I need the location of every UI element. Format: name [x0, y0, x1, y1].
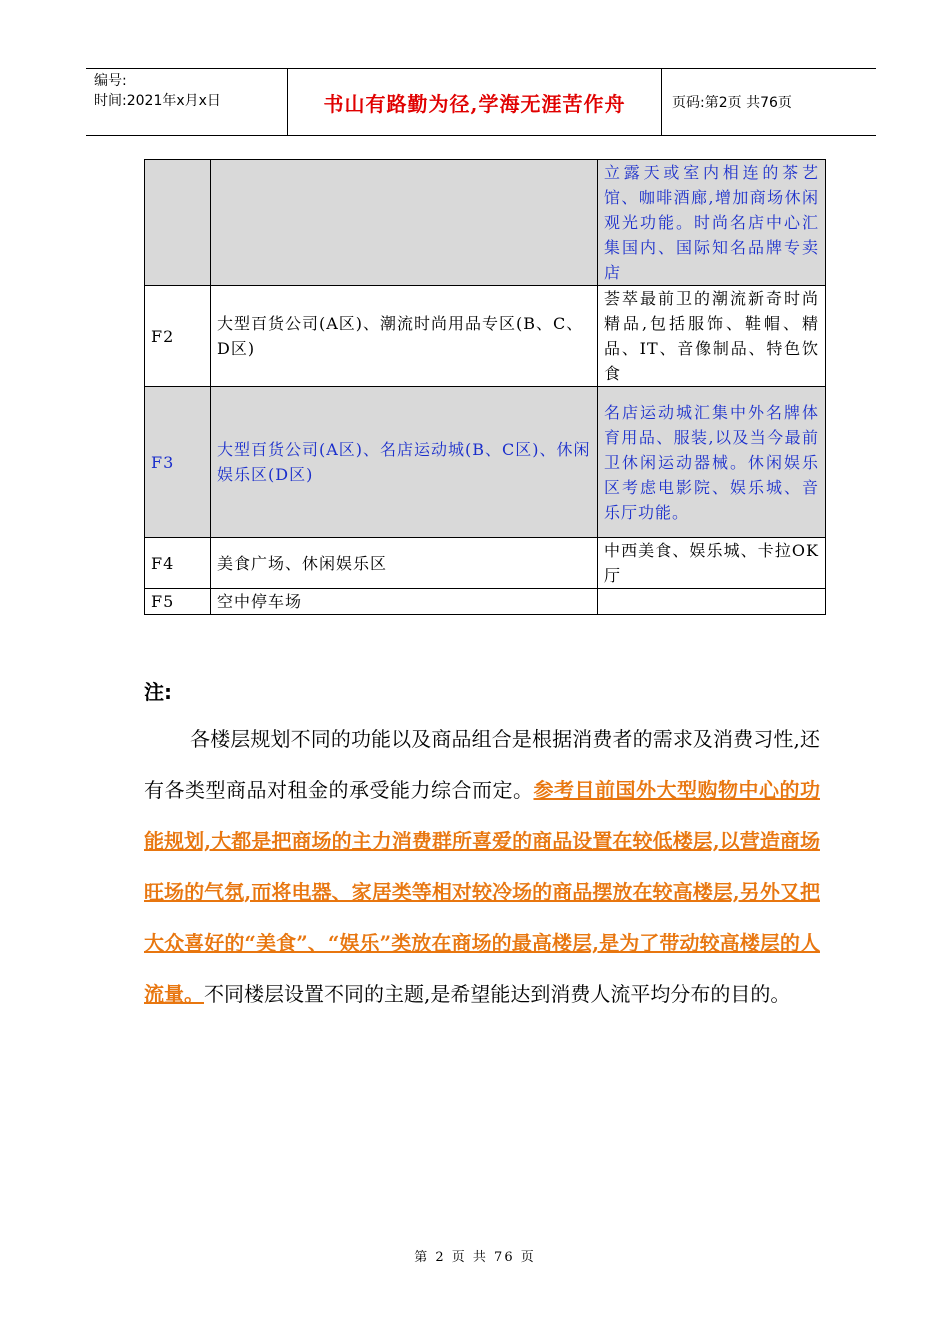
area-cell: 空中停车场: [211, 589, 598, 615]
table-row: [145, 589, 826, 615]
note-highlight: 参考目前国外大型购物中心的功能规划,大都是把商场的主力消费群所喜爱的商品设置在较低楼层,以营造商场旺场的气氛,而将电器、家居类等相对较冷场的商品摆放在较高楼层,另外又把大众喜好的“美食”、“娱乐”类放在商场的最高楼层,是为了带动较高楼层的人流量。: [144, 778, 820, 1006]
area-cell: 大型百货公司(A区)、名店运动城(B、C区)、休闲娱乐区(D区): [211, 387, 598, 538]
features-cell: 立露天或室内相连的茶艺馆、咖啡酒廊,增加商场休闲观光功能。时尚名店中心汇集国内、国际知名品牌专卖店: [598, 160, 826, 286]
page-footer: 第 2 页 共 76 页: [414, 1250, 536, 1265]
note-title: 注:: [144, 680, 172, 704]
area-cell: 大型百货公司(A区)、潮流时尚用品专区(B、C、D区): [211, 286, 598, 387]
header-meta: [86, 69, 288, 135]
header-motto: 书山有路勤为径,学海无涯苦作舟: [288, 69, 662, 135]
area-cell: [211, 160, 598, 286]
table-row: [145, 160, 826, 286]
table-row: [145, 387, 826, 538]
floor-cell: F3: [145, 387, 211, 538]
features-cell: 名店运动城汇集中外名牌体育用品、服装,以及当今最前卫休闲运动器械。休闲娱乐区考虑电影院、娱乐城、音乐厅功能。: [598, 387, 826, 538]
note-text-before: 各楼层规划不同的功能以及商品组合是根据消费者的需求及消费习性,还有各类型商品对租金的承受能力综合而定。: [144, 727, 820, 802]
id-label: 编号:: [94, 73, 127, 89]
table-row: [145, 286, 826, 387]
floor-cell: F5: [145, 589, 211, 615]
note-text-after: 不同楼层设置不同的主题,是希望能达到消费人流平均分布的目的。: [204, 982, 791, 1006]
area-cell: 美食广场、休闲娱乐区: [211, 538, 598, 589]
note-paragraph: [144, 714, 820, 1020]
features-cell: 荟萃最前卫的潮流新奇时尚精品,包括服饰、鞋帽、精品、IT、音像制品、特色饮食: [598, 286, 826, 387]
floor-plan-table: [144, 159, 826, 615]
features-cell: [598, 589, 826, 615]
time-label: 时间:2021年x月x日: [94, 93, 221, 109]
header-page-label: 页码:第2页 共76页: [672, 95, 792, 111]
features-cell: 中西美食、娱乐城、卡拉OK厅: [598, 538, 826, 589]
page-header: [86, 68, 876, 136]
floor-cell: F4: [145, 538, 211, 589]
table-row: [145, 538, 826, 589]
floor-cell: F2: [145, 286, 211, 387]
floor-cell: [145, 160, 211, 286]
